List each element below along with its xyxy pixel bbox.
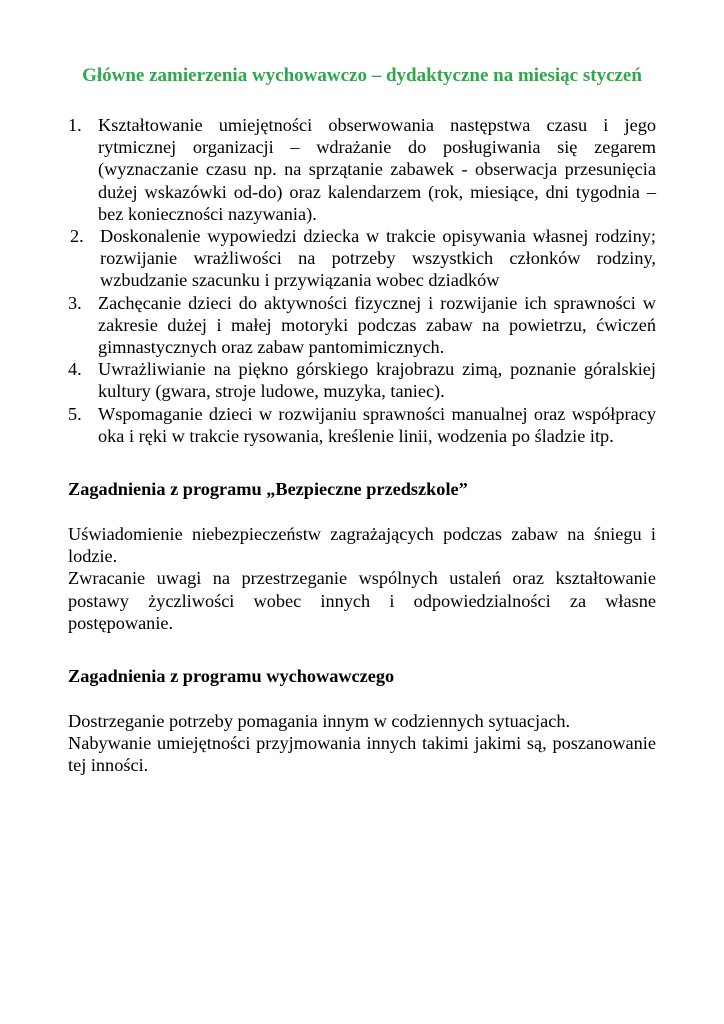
goal-number: 5.: [68, 403, 82, 424]
goal-text: Zachęcanie dzieci do aktywności fizycznej i rozwijanie ich sprawności w zakresie dużej i małej motoryki podczas zabaw na powietrzu, ćwiczeń gimnastycznych oraz zabaw pantomimicznych.: [98, 292, 656, 358]
safety-program-heading: Zagadnienia z programu „Bezpieczne przedszkole”: [68, 479, 468, 500]
goal-text: Wspomaganie dzieci w rozwijaniu sprawności manualnej oraz współpracy oka i ręki w trakcie rysowania, kreślenie linii, wodzenia po śladzie itp.: [98, 403, 656, 446]
goal-item-4: [68, 358, 656, 402]
safety-program-section: [68, 477, 656, 634]
educational-program-heading: Zagadnienia z programu wychowawczego: [68, 666, 395, 687]
goal-number: 1.: [68, 115, 82, 135]
goal-item-5: [68, 403, 656, 447]
goal-number: 2.: [70, 226, 84, 247]
goal-number: 4.: [68, 359, 82, 380]
goal-item-3: [68, 292, 656, 359]
goal-item-1: [68, 114, 656, 225]
educational-paragraph-1: Dostrzeganie potrzeby pomagania innym w codziennych sytuacjach.: [68, 711, 571, 732]
educational-program-section: [68, 664, 656, 777]
goals-list: [68, 114, 656, 447]
document-title: Główne zamierzenia wychowawczo – dydaktyczne na miesiąc styczeń: [82, 65, 642, 86]
goal-text: Uwrażliwianie na piękno górskiego krajobrazu zimą, poznanie góralskiej kultury (gwara, stroje ludowe, muzyka, taniec).: [98, 359, 656, 402]
safety-paragraph-2: Zwracanie uwagi na przestrzeganie wspólnych ustaleń oraz kształtowanie postawy życzliwości wobec innych i odpowiedzialności za własne postępowanie.: [68, 568, 656, 633]
goal-item-2: [70, 225, 656, 292]
educational-paragraph-2: Nabywanie umiejętności przyjmowania innych takimi jakimi są, poszanowanie tej inności.: [68, 733, 656, 776]
safety-paragraph-1: Uświadomienie niebezpieczeństw zagrażających podczas zabaw na śniegu i lodzie.: [68, 524, 656, 567]
goal-text: Kształtowanie umiejętności obserwowania następstwa czasu i jego rytmicznej organizacji – wdrażanie do posługiwania się zegarem (wyznaczanie czasu np. na sprzątanie zabawek - obserwacja przesunięcia dużej wskazówki od-do) oraz kalendarzem (rok, miesiące, dni tygodnia – bez konieczności nazywania).: [98, 115, 656, 224]
goal-number: 3.: [68, 292, 82, 313]
goal-text: Doskonalenie wypowiedzi dziecka w trakcie opisywania własnej rodziny; rozwijanie wrażliwości na potrzeby wszystkich członków rodziny, wzbudzanie szacunku i przywiązania wobec dziadków: [100, 226, 656, 291]
